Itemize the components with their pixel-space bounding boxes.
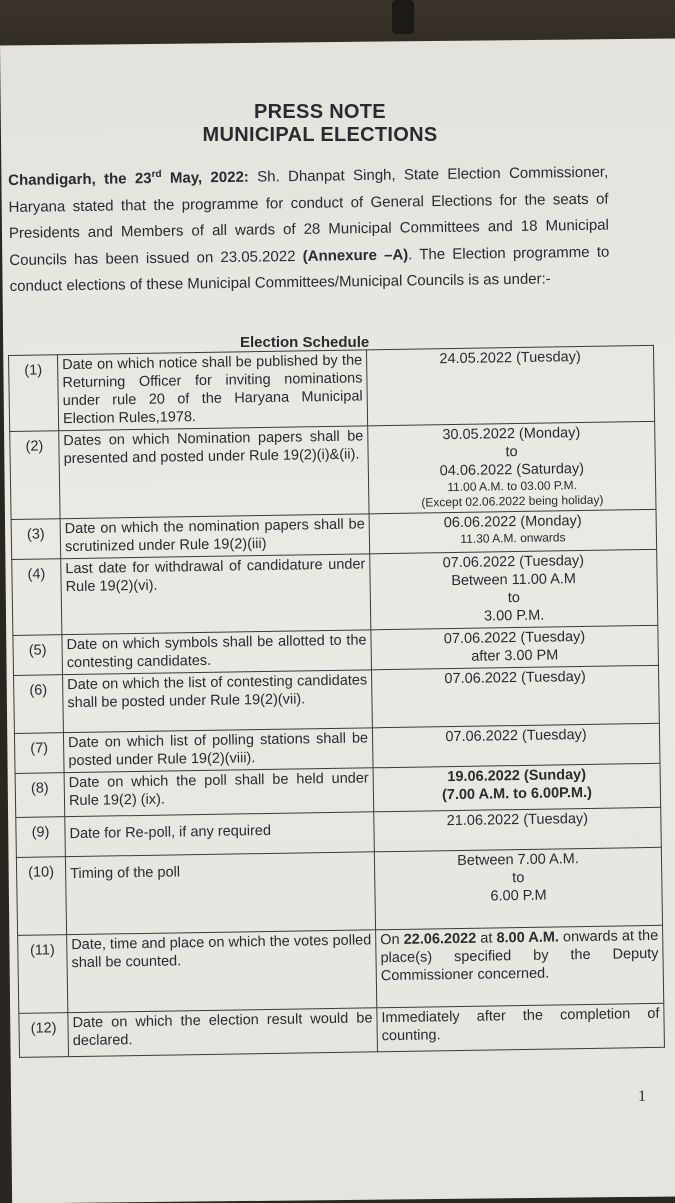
title-press-note: PRESS NOTE xyxy=(254,101,386,123)
date-line: 3.00 P.M. xyxy=(483,607,545,625)
table-row xyxy=(9,345,655,431)
row-date xyxy=(368,421,656,513)
row-description: Date on which notice shall be published by the Returning Officer for inviting nominations under rule 20 of the Haryana Municipal Election Rules,1978. xyxy=(58,350,368,431)
table-row xyxy=(12,549,658,635)
row-date xyxy=(373,763,661,812)
row-number: (10) xyxy=(16,857,66,936)
row-number: (9) xyxy=(16,817,66,858)
row-description: Date on which the election result would be declared. xyxy=(68,1008,378,1057)
count-time: 8.00 A.M. xyxy=(496,929,560,947)
row-date xyxy=(369,509,657,554)
intro-paragraph xyxy=(8,156,610,301)
date-line: 30.05.2022 (Monday) xyxy=(442,425,581,444)
row-number: (3) xyxy=(11,519,61,560)
date-line: 19.06.2022 (Sunday) xyxy=(447,766,587,786)
row-date xyxy=(376,925,664,1007)
date-line: 06.06.2022 (Monday) xyxy=(443,513,582,532)
row-date: Immediately after the completion of counting. xyxy=(377,1003,665,1052)
date-line: to xyxy=(505,444,518,461)
date-line: after 3.00 PM xyxy=(471,647,559,665)
intro-annexure: (Annexure –A) xyxy=(302,245,409,265)
row-date xyxy=(366,345,654,425)
row-number: (4) xyxy=(12,559,62,636)
count-text: onwards at the place(s) specified by the Deputy Commissioner concerned. xyxy=(380,927,659,985)
table-row xyxy=(18,925,664,1013)
date-line: 21.06.2022 (Tuesday) xyxy=(446,810,589,830)
count-date: 22.06.2022 xyxy=(403,930,477,948)
table-row xyxy=(19,1003,665,1057)
row-date xyxy=(371,625,659,670)
row-date xyxy=(374,847,662,929)
row-number: (1) xyxy=(9,355,59,432)
date-line: to xyxy=(512,869,525,887)
count-text: On xyxy=(380,931,404,949)
table-row xyxy=(16,847,662,935)
date-line: 07.06.2022 (Tuesday) xyxy=(443,628,586,648)
row-description: Date for Re-poll, if any required xyxy=(65,812,375,857)
date-line: 07.06.2022 (Tuesday) xyxy=(444,668,586,688)
row-description: Date on which symbols shall be allotted to the contesting candidates. xyxy=(62,630,372,675)
table-row xyxy=(10,421,656,519)
election-schedule-table xyxy=(8,345,665,1058)
date-line: 6.00 P.M xyxy=(490,887,547,905)
row-description: Date on which list of polling stations shall be posted under Rule 19(2)(viii). xyxy=(63,728,373,773)
date-line: 07.06.2022 (Tuesday) xyxy=(445,726,587,746)
date-line: Between 11.00 A.M xyxy=(451,571,577,590)
row-date xyxy=(370,549,658,629)
row-description: Dates on which Nomination papers shall be presented and posted under Rule 19(2)(i)&(ii). xyxy=(59,426,369,519)
row-number: (8) xyxy=(15,773,65,818)
row-number: (5) xyxy=(13,635,63,676)
row-number: (6) xyxy=(14,675,64,734)
date-line: 04.06.2022 (Saturday) xyxy=(439,460,585,480)
row-description: Date, time and place on which the votes polled shall be counted. xyxy=(67,930,377,1013)
date-line: to xyxy=(507,589,521,607)
row-number: (2) xyxy=(10,431,60,520)
date-line: 07.06.2022 (Tuesday) xyxy=(442,552,585,572)
table-row xyxy=(14,665,660,733)
date-line: 24.05.2022 (Tuesday) xyxy=(439,349,581,368)
title-municipal-elections: MUNICIPAL ELECTIONS xyxy=(202,124,438,146)
time-line: 11.00 A.M. to 03.00 P.M. xyxy=(447,478,578,495)
count-text: at xyxy=(476,930,497,947)
intro-sup: rd xyxy=(151,168,162,180)
row-description: Last date for withdrawal of candidature under Rule 19(2)(vi). xyxy=(61,554,371,635)
note-line: (Except 02.06.2022 being holiday) xyxy=(421,492,604,510)
date-line: Between 7.00 A.M. xyxy=(457,851,579,870)
time-line: 11.30 A.M. onwards xyxy=(460,530,566,546)
row-date xyxy=(374,807,662,852)
intro-lead: Chandigarh, the 23 xyxy=(8,169,152,189)
row-number: (7) xyxy=(14,733,64,774)
intro-body: Sh. Dhanpat Singh, State Election Commissioner, Haryana stated that the programme for conduct of General Elections for the seats of Presidents and Members of all wards of 28 Municipal Committees and 18 Municipal Councils has been issued on 23.05.2022 xyxy=(8,163,610,269)
row-description: Timing of the poll xyxy=(65,852,375,935)
schedule-heading: Election Schedule xyxy=(240,334,370,351)
row-description: Date on which the nomination papers shall be scrutinized under Rule 19(2)(iii) xyxy=(60,514,370,559)
intro-lead-tail: May, 2022: xyxy=(161,168,249,187)
row-description: Date on which the list of contesting candidates shall be posted under Rule 19(2)(vii). xyxy=(63,670,373,733)
page-number: 1 xyxy=(638,1088,646,1105)
row-number: (11) xyxy=(18,935,68,1014)
intro-tail: . The Election programme to conduct elections of these Municipal Committees/Municipal Councils is as under:- xyxy=(9,243,610,295)
row-date xyxy=(371,665,659,728)
row-number: (12) xyxy=(19,1013,69,1058)
row-description: Date on which the poll shall be held under Rule 19(2) (ix). xyxy=(64,768,374,817)
time-line: (7.00 A.M. to 6.00P.M.) xyxy=(441,784,593,804)
row-date xyxy=(372,723,660,768)
